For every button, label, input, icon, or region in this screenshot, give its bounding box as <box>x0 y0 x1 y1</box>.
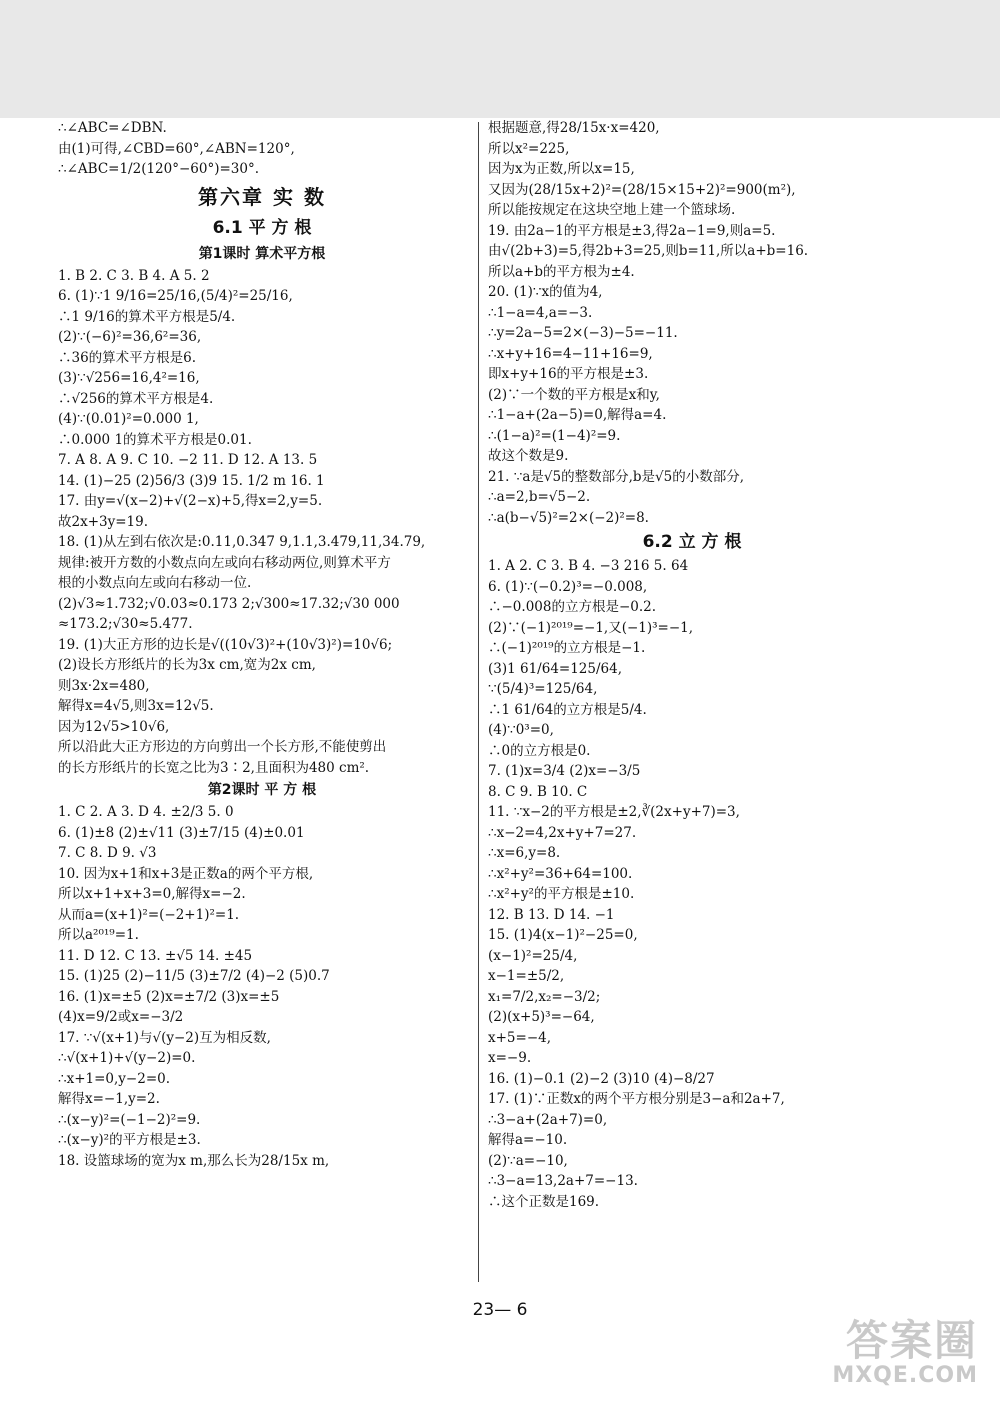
answer-line: ∴x−2=4,2x+y+7=27. <box>488 824 637 841</box>
answer-line: 20. (1)∵x的值为4, <box>488 284 603 300</box>
answer-line: ∴x+y+16=4−11+16=9, <box>488 345 653 362</box>
answer-line: ∴36的算术平方根是6. <box>58 349 197 366</box>
answer-line: (2)√3≈1.732;√0.03≈0.173 2;√300≈17.32;√30 000 <box>58 595 400 612</box>
answer-line: ∴√(x+1)+√(y−2)=0. <box>58 1050 196 1066</box>
answer-line: ∴x=6,y=8. <box>488 845 561 861</box>
answer-line: 故2x+3y=19. <box>58 513 149 530</box>
answer-line: 解得x=−1,y=2. <box>58 1091 160 1107</box>
answer-line: 所以x²=225, <box>488 140 570 157</box>
answer-line: ∴∠ABC=∠DBN. <box>58 120 167 136</box>
section-title: 6.2 立 方 根 <box>642 532 742 552</box>
answer-line: ≈173.2;√30≈5.477. <box>58 616 193 632</box>
answer-line: ∴(−1)²⁰¹⁹的立方根是−1. <box>488 640 646 656</box>
answer-line: 7. (1)x=3/4 (2)x=−3/5 <box>488 763 641 779</box>
answer-line: 由√(2b+3)=5,得2b+3=25,则b=11,所以a+b=16. <box>488 243 809 259</box>
answer-line: (2)∵(−1)²⁰¹⁹=−1,又(−1)³=−1, <box>488 619 694 636</box>
answer-line: ∴0.000 1的算术平方根是0.01. <box>58 431 252 448</box>
answer-line: 所以x+1+x+3=0,解得x=−2. <box>58 886 246 902</box>
answer-line: ∴(x−y)²的平方根是±3. <box>58 1132 201 1148</box>
answer-line: ∴3−a+(2a+7)=0, <box>488 1111 608 1128</box>
watermark <box>832 1318 978 1388</box>
answer-line: 12. B 13. D 14. −1 <box>488 906 615 923</box>
answer-line: 根据题意,得28/15x·x=420, <box>488 120 660 136</box>
answer-line: (4)x=9/2或x=−3/2 <box>58 1009 184 1025</box>
answer-line: 因为x为正数,所以x=15, <box>488 161 635 177</box>
answer-line: 所以a²⁰¹⁹=1. <box>58 927 139 943</box>
answer-line: 1. B 2. C 3. B 4. A 5. 2 <box>58 267 210 284</box>
answer-line: 的长方形纸片的长宽之比为3∶2,且面积为480 cm². <box>58 759 370 776</box>
column-divider <box>478 122 479 1282</box>
answer-line: (2)∵一个数的平方根是x和y, <box>488 386 660 403</box>
answer-line: ∴3−a=13,2a+7=−13. <box>488 1173 638 1189</box>
answer-line: ∴a=2,b=√5−2. <box>488 489 591 505</box>
answer-line: 17. ∵√(x+1)与√(y−2)互为相反数, <box>58 1029 271 1046</box>
chapter-title: 第六章 实 数 <box>198 184 326 209</box>
answer-line: 19. 由2a−1的平方根是±3,得2a−1=9,则a=5. <box>488 222 776 239</box>
answer-line: 17. (1)∵正数x的两个平方根分别是3−a和2a+7, <box>488 1091 785 1107</box>
answer-line: 15. (1)25 (2)−11/5 (3)±7/2 (4)−2 (5)0.7 <box>58 968 330 984</box>
answer-line: ∴0的立方根是0. <box>488 742 591 759</box>
answer-line: x₁=7/2,x₂=−3/2; <box>488 988 601 1005</box>
answer-line: ∴1 9/16的算术平方根是5/4. <box>58 308 236 325</box>
answer-line: (3)∵√256=16,4²=16, <box>58 370 200 386</box>
answer-line: ∴x+1=0,y−2=0. <box>58 1070 171 1087</box>
answer-line: ∴x²+y²=36+64=100. <box>488 865 633 882</box>
answer-line: ∴1−a+(2a−5)=0,解得a=4. <box>488 407 667 423</box>
answer-line: 10. 因为x+1和x+3是正数a的两个平方根, <box>58 865 314 882</box>
answer-line: 15. (1)4(x−1)²−25=0, <box>488 927 638 943</box>
answer-line: 16. (1)x=±5 (2)x=±7/2 (3)x=±5 <box>58 988 280 1005</box>
answer-line: 从而a=(x+1)²=(−2+1)²=1. <box>58 906 240 923</box>
answer-line: 16. (1)−0.1 (2)−2 (3)10 (4)−8/27 <box>488 1070 715 1087</box>
section-title: 6.1 平 方 根 <box>212 217 312 238</box>
answer-line: 17. 由y=√(x−2)+√(2−x)+5,得x=2,y=5. <box>58 493 323 509</box>
answer-line: ∵(5/4)³=125/64, <box>488 681 598 697</box>
answer-line: ∴y=2a−5=2×(−3)−5=−11. <box>488 325 678 341</box>
answer-line: ∴(x−y)²=(−1−2)²=9. <box>58 1111 201 1128</box>
answer-line: (x−1)²=25/4, <box>488 947 578 964</box>
answer-line: 解得a=−10. <box>488 1132 568 1148</box>
answer-line: 18. (1)从左到右依次是:0.11,0.347 9,1.1,3.479,11,34.79, <box>58 534 426 550</box>
answer-line: x+5=−4, <box>488 1029 552 1046</box>
answer-line: ∴1−a=4,a=−3. <box>488 304 593 321</box>
answer-line: 所以a+b的平方根为±4. <box>488 263 635 280</box>
answer-line: ∴(1−a)²=(1−4)²=9. <box>488 427 621 444</box>
answer-line: 6. (1)±8 (2)±√11 (3)±7/15 (4)±0.01 <box>58 824 305 841</box>
right-column <box>488 118 896 1212</box>
answer-line: ∴∠ABC=1/2(120°−60°)=30°. <box>58 161 260 177</box>
answer-line: 14. (1)−25 (2)56/3 (3)9 15. 1/2 m 16. 1 <box>58 472 325 489</box>
answer-line: 根的小数点向左或向右移动一位. <box>58 575 252 591</box>
answer-line: 则3x·2x=480, <box>58 677 150 694</box>
answer-line: 所以沿此大正方形边的方向剪出一个长方形,不能使剪出 <box>58 739 387 755</box>
page-number: 23— 6 <box>472 1300 528 1320</box>
answer-line: 21. ∵a是√5的整数部分,b是√5的小数部分, <box>488 468 745 485</box>
answer-line: 7. A 8. A 9. C 10. −2 11. D 12. A 13. 5 <box>58 452 318 468</box>
answer-line: 8. C 9. B 10. C <box>488 783 588 800</box>
answer-line: 解得x=4√5,则3x=12√5. <box>58 698 214 714</box>
answer-line: 规律:被开方数的小数点向左或向右移动两位,则算术平方 <box>58 554 391 571</box>
answer-line: x−1=±5/2, <box>488 968 565 984</box>
answer-line: ∴x²+y²的平方根是±10. <box>488 886 635 902</box>
answer-line: 由(1)可得,∠CBD=60°,∠ABN=120°, <box>58 140 295 157</box>
answer-line: ∴√256的算术平方根是4. <box>58 390 214 407</box>
lesson-title: 第2课时 平 方 根 <box>207 782 317 798</box>
answer-line: ∴a(b−√5)²=2×(−2)²=8. <box>488 509 649 526</box>
answer-line: 故这个数是9. <box>488 448 569 464</box>
left-column <box>58 118 466 1171</box>
answer-line: 即x+y+16的平方根是±3. <box>488 366 649 382</box>
answer-line: (4)∵0³=0, <box>488 722 554 738</box>
answer-line: (2)(x+5)³=−64, <box>488 1009 595 1025</box>
watermark-logo: 答案圈 <box>845 1316 978 1365</box>
answer-line: 7. C 8. D 9. √3 <box>58 845 157 861</box>
watermark-site: MXQE.COM <box>832 1363 978 1388</box>
answer-line: (4)∵(0.01)²=0.000 1, <box>58 411 199 427</box>
answer-line: 19. (1)大正方形的边长是√((10√3)²+(10√3)²)=10√6; <box>58 636 393 653</box>
answer-line: 1. C 2. A 3. D 4. ±2/3 5. 0 <box>58 804 234 820</box>
answer-line: 11. D 12. C 13. ±√5 14. ±45 <box>58 947 253 964</box>
answer-line: x=−9. <box>488 1050 532 1066</box>
answer-line: (2)∵(−6)²=36,6²=36, <box>58 329 202 345</box>
answer-line: ∴这个正数是169. <box>488 1193 600 1210</box>
answer-line: (3)1 61/64=125/64, <box>488 660 623 677</box>
answer-line: 6. (1)∵(−0.2)³=−0.008, <box>488 578 648 595</box>
answer-line: ∴1 61/64的立方根是5/4. <box>488 701 647 718</box>
answer-line: 因为12√5>10√6, <box>58 718 170 735</box>
answer-line: 6. (1)∵1 9/16=25/16,(5/4)²=25/16, <box>58 288 293 304</box>
answer-line: 1. A 2. C 3. B 4. −3 216 5. 64 <box>488 558 689 574</box>
answer-line: ∴−0.008的立方根是−0.2. <box>488 599 657 615</box>
answer-line: 又因为(28/15x+2)²=(28/15×15+2)²=900(m²), <box>488 181 796 198</box>
answer-line: 所以能按规定在这块空地上建一个篮球场. <box>488 202 736 218</box>
answer-line: 18. 设篮球场的宽为x m,那么长为28/15x m, <box>58 1152 330 1169</box>
answer-line: (2)∵a=−10, <box>488 1152 568 1169</box>
top-shadow-band <box>0 0 1000 118</box>
lesson-title: 第1课时 算术平方根 <box>198 245 326 262</box>
answer-line: 11. ∵x−2的平方根是±2,∛(2x+y+7)=3, <box>488 804 740 820</box>
answer-line: (2)设长方形纸片的长为3x cm,宽为2x cm, <box>58 657 316 673</box>
